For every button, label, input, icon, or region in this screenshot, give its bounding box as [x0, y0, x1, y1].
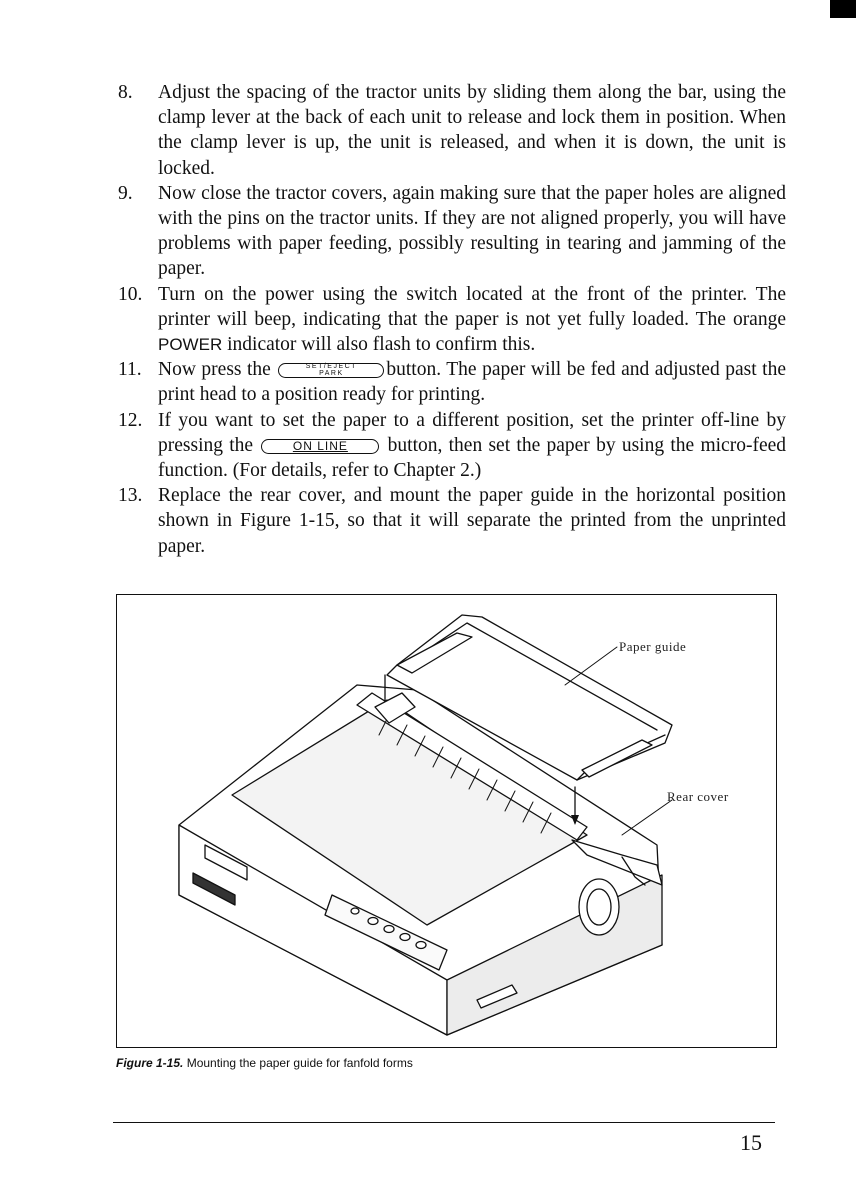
step-8 [118, 80, 786, 181]
step-13 [118, 483, 786, 559]
step-text: Replace the rear cover, and mount the paper guide in the horizontal position shown in Figure 1-15, so that it will separate the printed from the unprinted paper. [158, 485, 786, 557]
figure-printer-illustration [116, 594, 777, 1048]
step-number: 13. [118, 485, 143, 507]
step-text: If you want to set the paper to a different position, set the printer off-line by pressing the [158, 409, 786, 456]
figure-number: Figure 1-15. [116, 1056, 184, 1070]
on-line-key-icon [261, 439, 379, 454]
step-text-cont: indicator will also flash to confirm this. [222, 334, 536, 356]
step-number: 11. [118, 359, 142, 381]
caption-text: Mounting the paper guide for fanfold forms [183, 1056, 413, 1070]
instruction-list [118, 80, 786, 559]
corner-mark [830, 0, 856, 18]
step-number: 9. [118, 182, 133, 204]
step-number: 8. [118, 82, 133, 103]
step-text: Turn on the power using the switch located at the front of the printer. The printer will beep, indicating that the paper is not yet fully loaded. The orange [158, 283, 786, 330]
paper-guide-label: Paper guide [619, 639, 687, 654]
step-9 [118, 181, 786, 282]
step-10 [118, 282, 786, 358]
key-bottom-label: PARK [319, 370, 344, 378]
step-11 [118, 357, 786, 407]
key-top-label: SET/EJECT [305, 363, 357, 371]
set-eject-park-key-icon [278, 363, 384, 378]
figure-caption [116, 1056, 413, 1070]
step-text-cont: button. The paper will be fed and adjusted past the print head to a position ready for printing. [158, 359, 786, 406]
step-text: Now press the [158, 359, 271, 381]
key-label: ON LINE [292, 438, 348, 453]
rear-cover-label: Rear cover [667, 789, 729, 804]
step-number: 12. [118, 409, 143, 431]
power-indicator-name: POWER [158, 335, 223, 355]
step-12 [118, 408, 786, 484]
footer-rule [113, 1122, 775, 1123]
step-text-cont: button, then set the paper by using the micro-feed function. (For details, refer to Chapter 2.) [158, 434, 786, 482]
page-number: 15 [740, 1130, 762, 1155]
step-text: Now close the tractor covers, again making sure that the paper holes are aligned with the pins on the tractor units. If they are not aligned properly, you will have problems with paper feeding, possibly resulting in tearing and jamming of the paper. [158, 182, 786, 280]
step-number: 10. [118, 283, 143, 305]
printer-drawing [117, 595, 776, 1047]
step-text: Adjust the spacing of the tractor units by sliding them along the bar, using the clamp lever at the back of each unit to release and lock them in position. When the clamp lever is up, the unit is released, and when it is down, the unit is locked. [158, 82, 786, 179]
